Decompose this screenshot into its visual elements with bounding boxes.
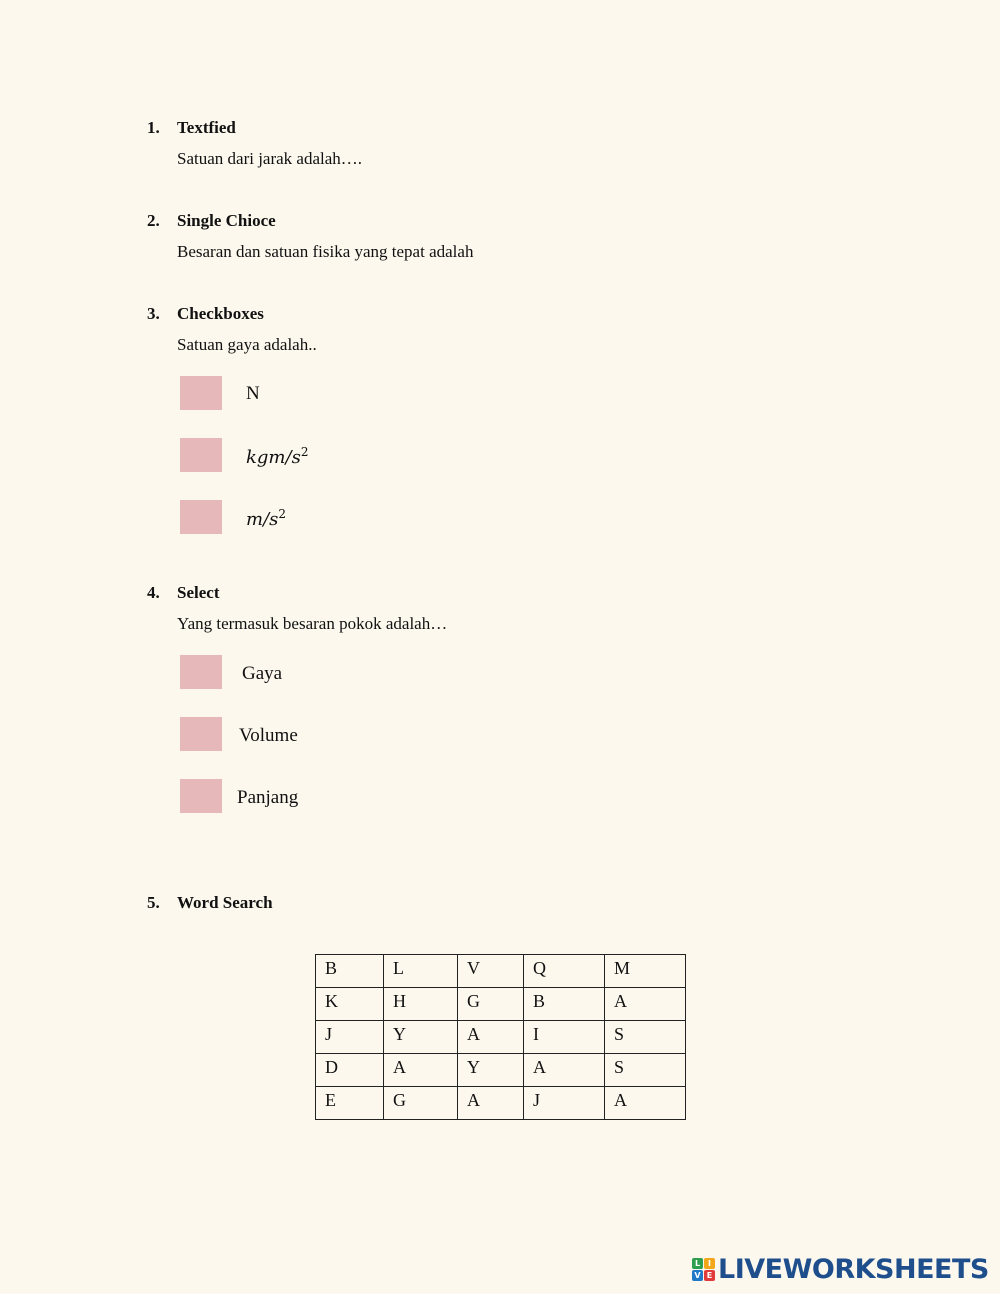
question-1-title: Textfied <box>177 118 236 137</box>
liveworksheets-logo-text: LIVEWORKSHEETS <box>718 1253 989 1285</box>
word-search-cell[interactable]: E <box>316 1087 384 1120</box>
word-search-cell[interactable]: L <box>384 955 458 988</box>
question-3-text: Satuan gaya adalah.. <box>177 335 317 354</box>
select-option-3[interactable] <box>180 779 222 813</box>
option-label-m-s2: $m/s^2$ <box>246 507 287 530</box>
word-search-cell[interactable]: A <box>524 1054 605 1087</box>
word-search-cell[interactable]: Q <box>524 955 605 988</box>
word-search-cell[interactable]: Y <box>458 1054 524 1087</box>
option-label-n: N <box>246 383 260 404</box>
logo-tile-l: L <box>692 1258 703 1269</box>
question-1-number: 1. <box>147 118 160 137</box>
word-search-cell[interactable]: G <box>384 1087 458 1120</box>
word-search-cell[interactable]: A <box>605 1087 686 1120</box>
logo-tile-i: I <box>704 1258 715 1269</box>
word-search-cell[interactable]: A <box>458 1087 524 1120</box>
word-search-cell[interactable]: G <box>458 988 524 1021</box>
liveworksheets-logo-icon <box>692 1258 715 1281</box>
option-label-kgm-s2: kgm/$s^2$ <box>246 445 309 468</box>
word-search-cell[interactable]: A <box>384 1054 458 1087</box>
question-3-number: 3. <box>147 304 160 323</box>
word-search-cell[interactable]: M <box>605 955 686 988</box>
word-search-cell[interactable]: B <box>524 988 605 1021</box>
word-search-cell[interactable]: V <box>458 955 524 988</box>
question-1-text: Satuan dari jarak adalah…. <box>177 149 363 168</box>
checkbox-option-3[interactable] <box>180 500 222 534</box>
word-search-cell[interactable]: A <box>605 988 686 1021</box>
option-label-volume: Volume <box>239 725 298 746</box>
logo-tile-e: E <box>704 1270 715 1281</box>
select-option-1[interactable] <box>180 655 222 689</box>
select-option-2[interactable] <box>180 717 222 751</box>
word-search-grid[interactable] <box>315 954 686 1120</box>
option-label-gaya: Gaya <box>242 663 283 684</box>
word-search-cell[interactable]: J <box>524 1087 605 1120</box>
question-5-number: 5. <box>147 893 160 912</box>
word-search-row <box>316 988 686 1021</box>
question-2-number: 2. <box>147 211 160 230</box>
word-search-cell[interactable]: S <box>605 1054 686 1087</box>
checkbox-option-2[interactable] <box>180 438 222 472</box>
word-search-cell[interactable]: B <box>316 955 384 988</box>
word-search-cell[interactable]: I <box>524 1021 605 1054</box>
question-4-text: Yang termasuk besaran pokok adalah… <box>177 614 448 633</box>
word-search-cell[interactable]: K <box>316 988 384 1021</box>
question-4-number: 4. <box>147 583 160 602</box>
word-search-row <box>316 1021 686 1054</box>
logo-tile-v: V <box>692 1270 703 1281</box>
option-label-panjang: Panjang <box>237 787 299 808</box>
word-search-cell[interactable]: H <box>384 988 458 1021</box>
word-search-cell[interactable]: S <box>605 1021 686 1054</box>
checkbox-option-1[interactable] <box>180 376 222 410</box>
liveworksheets-logo <box>692 1252 989 1286</box>
word-search-row <box>316 1054 686 1087</box>
word-search-row <box>316 955 686 988</box>
word-search-row <box>316 1087 686 1120</box>
question-3-title: Checkboxes <box>177 304 264 323</box>
question-5-title: Word Search <box>177 893 273 912</box>
word-search-cell[interactable]: D <box>316 1054 384 1087</box>
question-4-title: Select <box>177 583 220 602</box>
word-search-cell[interactable]: Y <box>384 1021 458 1054</box>
word-search-cell[interactable]: A <box>458 1021 524 1054</box>
question-2-title: Single Chioce <box>177 211 276 230</box>
question-2-text: Besaran dan satuan fisika yang tepat adalah <box>177 242 474 261</box>
word-search-cell[interactable]: J <box>316 1021 384 1054</box>
